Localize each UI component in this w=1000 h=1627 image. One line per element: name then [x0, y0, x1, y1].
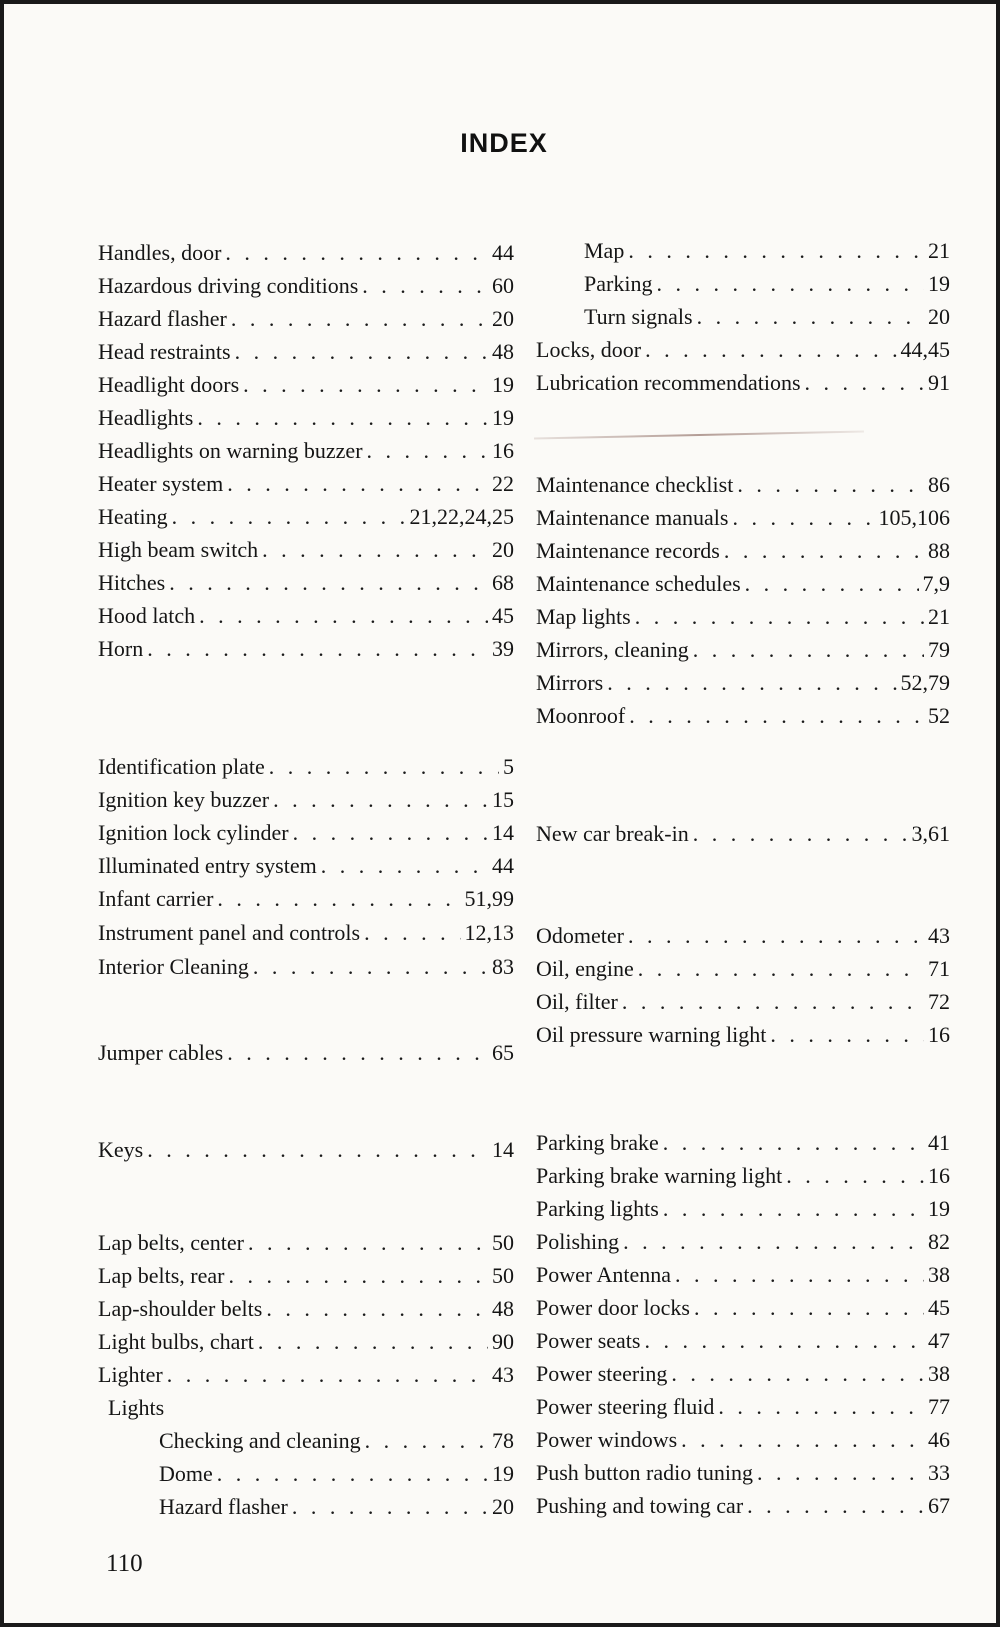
- leader-dots: [235, 339, 488, 365]
- entry-label: Parking lights: [536, 1196, 659, 1221]
- entry-pages: 67: [928, 1493, 950, 1518]
- entry-label: Oil, engine: [536, 956, 634, 981]
- entry-pages: 60: [492, 273, 514, 298]
- leader-dots: [757, 1460, 924, 1486]
- entry-pages: 79: [928, 637, 950, 662]
- entry-label: Identification plate: [98, 754, 265, 779]
- leader-dots: [644, 1328, 924, 1354]
- entry-pages: 16: [492, 438, 514, 463]
- entry-pages: 91: [928, 370, 950, 395]
- entry-pages: 90: [492, 1329, 514, 1354]
- entry-pages: 20: [492, 537, 514, 562]
- entry-label: Keys: [98, 1137, 144, 1162]
- index-entry: [98, 787, 514, 817]
- index-entry: [536, 1163, 950, 1193]
- leader-dots: [656, 271, 924, 297]
- entry-label: Maintenance records: [536, 538, 720, 563]
- leader-dots: [638, 956, 924, 982]
- entry-label: Ignition key buzzer: [98, 787, 270, 812]
- leader-dots: [266, 1296, 488, 1322]
- leader-dots: [635, 604, 924, 630]
- index-entry: [98, 339, 514, 369]
- index-entry: [98, 537, 514, 567]
- entry-label: Hitches: [98, 570, 166, 595]
- entry-pages: 48: [492, 339, 514, 364]
- entry-label: Dome: [159, 1461, 213, 1486]
- entry-pages: 105,106: [878, 505, 950, 530]
- index-entry: [98, 438, 514, 468]
- entry-label: Power steering: [536, 1361, 668, 1386]
- entry-pages: 41: [928, 1130, 950, 1155]
- entry-label: Parking brake warning light: [536, 1163, 783, 1188]
- entry-label: Mirrors, cleaning: [536, 637, 689, 662]
- leader-dots: [197, 405, 488, 431]
- entry-label: Lap belts, rear: [98, 1263, 225, 1288]
- leader-dots: [172, 504, 406, 530]
- leader-dots: [622, 989, 924, 1015]
- entry-pages: 19: [928, 1196, 950, 1221]
- entry-pages: 3,61: [911, 821, 950, 846]
- entry-label: Push button radio tuning: [536, 1460, 753, 1485]
- index-subentry: [584, 238, 950, 268]
- entry-pages: 52,79: [900, 670, 950, 695]
- index-entry: [536, 670, 950, 700]
- leader-dots: [227, 1040, 488, 1066]
- entry-pages: 82: [928, 1229, 950, 1254]
- leader-dots: [737, 472, 924, 498]
- entry-label: Odometer: [536, 923, 624, 948]
- entry-label: Oil, filter: [536, 989, 618, 1014]
- leader-dots: [253, 954, 488, 980]
- index-entry: [536, 1262, 950, 1292]
- entry-pages: 88: [928, 538, 950, 563]
- entry-label: Lap belts, center: [98, 1230, 244, 1255]
- index-entry: [98, 886, 514, 916]
- leader-dots: [169, 570, 488, 596]
- leader-dots: [718, 1394, 924, 1420]
- entry-label: Lighter: [98, 1362, 163, 1387]
- index-entry: [98, 954, 514, 984]
- index-entry: [98, 603, 514, 633]
- entry-pages: 72: [928, 989, 950, 1014]
- index-entry: [98, 820, 514, 850]
- index-entry: [536, 1022, 950, 1052]
- index-entry: [536, 370, 950, 400]
- entry-label: Power Antenna: [536, 1262, 672, 1287]
- entry-pages: 52: [928, 703, 950, 728]
- entry-pages: 47: [928, 1328, 950, 1353]
- entry-label: Hazard flasher: [159, 1494, 288, 1519]
- entry-label: Power door locks: [536, 1295, 690, 1320]
- page-title: INDEX: [460, 128, 548, 158]
- leader-dots: [147, 1137, 488, 1163]
- index-subentry: [584, 271, 950, 301]
- entry-label: Mirrors: [536, 670, 604, 695]
- index-subentry: [159, 1428, 514, 1458]
- index-entry: [536, 1130, 950, 1160]
- entry-label: Interior Cleaning: [98, 954, 249, 979]
- entry-pages: 12,13: [464, 920, 514, 945]
- index-subentry: [584, 304, 950, 334]
- entry-label: Lap-shoulder belts: [98, 1296, 263, 1321]
- entry-pages: 16: [928, 1163, 950, 1188]
- index-entry: [98, 1362, 514, 1392]
- entry-label: Oil pressure warning light: [536, 1022, 767, 1047]
- entry-label: Maintenance schedules: [536, 571, 741, 596]
- leader-dots: [732, 505, 874, 531]
- leader-dots: [364, 920, 460, 946]
- index-entry: [536, 472, 950, 502]
- entry-pages: 19: [492, 1461, 514, 1486]
- leader-dots: [805, 370, 924, 396]
- leader-dots: [321, 853, 488, 879]
- entry-pages: 14: [492, 1137, 514, 1162]
- index-entry: [536, 637, 950, 667]
- entry-pages: 15: [492, 787, 514, 812]
- entry-label: Map lights: [536, 604, 631, 629]
- index-entry: [98, 306, 514, 336]
- entry-label: Headlights on warning buzzer: [98, 438, 363, 463]
- leader-dots: [681, 1427, 924, 1453]
- leader-dots: [367, 438, 488, 464]
- entry-label: Moonroof: [536, 703, 626, 728]
- entry-pages: 38: [928, 1361, 950, 1386]
- entry-pages: 39: [492, 636, 514, 661]
- index-entry: [536, 1460, 950, 1490]
- leader-dots: [147, 636, 488, 662]
- entry-label: Power seats: [536, 1328, 641, 1353]
- index-entry: [98, 920, 514, 950]
- index-entry: [98, 240, 514, 270]
- index-subentry: [159, 1494, 514, 1524]
- entry-label: Locks, door: [536, 337, 642, 362]
- leader-dots: [258, 1329, 488, 1355]
- leader-dots: [694, 1295, 924, 1321]
- leader-dots: [671, 1361, 924, 1387]
- entry-label: Parking brake: [536, 1130, 659, 1155]
- entry-label: Instrument panel and controls: [98, 920, 361, 945]
- index-entry: [536, 505, 950, 535]
- index-entry: [98, 471, 514, 501]
- entry-label: Lubrication recommendations: [536, 370, 801, 395]
- leader-dots: [273, 787, 488, 813]
- index-entry: [536, 1328, 950, 1358]
- entry-pages: 5: [503, 754, 514, 779]
- index-entry: [536, 538, 950, 568]
- leader-dots: [293, 820, 488, 846]
- entry-pages: 33: [928, 1460, 950, 1485]
- entry-label: Heating: [98, 504, 168, 529]
- index-entry: [98, 1230, 514, 1260]
- entry-pages: 68: [492, 570, 514, 595]
- entry-label: Infant carrier: [98, 886, 214, 911]
- leader-dots: [786, 1163, 924, 1189]
- leader-dots: [365, 1428, 488, 1454]
- entry-pages: 19: [492, 372, 514, 397]
- index-entry: [98, 504, 514, 534]
- entry-label: New car break-in: [536, 821, 689, 846]
- entry-label: Hazardous driving conditions: [98, 273, 359, 298]
- index-entry: [536, 1394, 950, 1424]
- leader-dots: [745, 571, 919, 597]
- entry-label: Power steering fluid: [536, 1394, 715, 1419]
- leader-dots: [675, 1262, 924, 1288]
- entry-pages: 45: [928, 1295, 950, 1320]
- leader-dots: [217, 886, 460, 912]
- entry-pages: 50: [492, 1230, 514, 1255]
- entry-label: Pushing and towing car: [536, 1493, 744, 1518]
- entry-pages: 7,9: [922, 571, 950, 596]
- entry-label: Maintenance manuals: [536, 505, 729, 530]
- entry-label: Hood latch: [98, 603, 196, 628]
- leader-dots: [248, 1230, 488, 1256]
- entry-pages: 83: [492, 954, 514, 979]
- index-entry: [536, 1427, 950, 1457]
- index-entry: [536, 1493, 950, 1523]
- leader-dots: [243, 372, 488, 398]
- entry-pages: 78: [492, 1428, 514, 1453]
- index-heading: [108, 1395, 308, 1425]
- entry-pages: 19: [928, 271, 950, 296]
- index-entry: [98, 273, 514, 303]
- entry-label: Ignition lock cylinder: [98, 820, 289, 845]
- entry-pages: 38: [928, 1262, 950, 1287]
- entry-pages: 16: [928, 1022, 950, 1047]
- entry-pages: 21: [928, 604, 950, 629]
- leader-dots: [663, 1130, 924, 1156]
- index-entry: [98, 636, 514, 666]
- index-entry: [536, 571, 950, 601]
- leader-dots: [770, 1022, 924, 1048]
- entry-pages: 51,99: [464, 886, 514, 911]
- pencil-stroke: [534, 431, 864, 440]
- entry-label: Heater system: [98, 471, 224, 496]
- entry-pages: 20: [492, 1494, 514, 1519]
- entry-label: Turn signals: [584, 304, 693, 329]
- leader-dots: [645, 337, 896, 363]
- index-entry: [98, 1040, 514, 1070]
- leader-dots: [362, 273, 488, 299]
- entry-label: Handles, door: [98, 240, 222, 265]
- leader-dots: [231, 306, 488, 332]
- leader-dots: [629, 703, 924, 729]
- index-entry: [536, 989, 950, 1019]
- index-entry: [98, 372, 514, 402]
- index-entry: [536, 1361, 950, 1391]
- leader-dots: [628, 923, 924, 949]
- leader-dots: [747, 1493, 924, 1519]
- index-entry: [536, 1196, 950, 1226]
- entry-pages: 44,45: [900, 337, 950, 362]
- entry-pages: 50: [492, 1263, 514, 1288]
- index-entry: [536, 923, 950, 953]
- index-entry: [536, 1229, 950, 1259]
- index-entry: [536, 1295, 950, 1325]
- entry-pages: 48: [492, 1296, 514, 1321]
- entry-label: Headlight doors: [98, 372, 240, 397]
- index-entry: [98, 1263, 514, 1293]
- leader-dots: [199, 603, 488, 629]
- page-number: 110: [106, 1550, 143, 1577]
- leader-dots: [697, 304, 924, 330]
- entry-label: Maintenance checklist: [536, 472, 734, 497]
- index-entry: [536, 956, 950, 986]
- leader-dots: [217, 1461, 488, 1487]
- entry-label: Map: [584, 238, 625, 263]
- entry-pages: 19: [492, 405, 514, 430]
- index-entry: [98, 570, 514, 600]
- entry-pages: 20: [492, 306, 514, 331]
- leader-dots: [663, 1196, 924, 1222]
- entry-label: Horn: [98, 636, 144, 661]
- leader-dots: [724, 538, 924, 564]
- leader-dots: [693, 637, 924, 663]
- entry-label: High beam switch: [98, 537, 259, 562]
- index-entry: [98, 405, 514, 435]
- entry-pages: 43: [928, 923, 950, 948]
- entry-label: Head restraints: [98, 339, 231, 364]
- leader-dots: [623, 1229, 924, 1255]
- index-entry: [98, 1137, 514, 1167]
- index-entry: [98, 1296, 514, 1326]
- entry-label: Polishing: [536, 1229, 620, 1254]
- entry-label: Headlights: [98, 405, 194, 430]
- entry-pages: 65: [492, 1040, 514, 1065]
- leader-dots: [628, 238, 924, 264]
- entry-label: Hazard flasher: [98, 306, 227, 331]
- leader-dots: [262, 537, 488, 563]
- entry-pages: 21: [928, 238, 950, 263]
- index-entry: [536, 821, 950, 851]
- entry-pages: 77: [928, 1394, 950, 1419]
- leader-dots: [292, 1494, 488, 1520]
- entry-label: Illuminated entry system: [98, 853, 317, 878]
- index-entry: [536, 703, 950, 733]
- leader-dots: [228, 1263, 488, 1289]
- leader-dots: [225, 240, 488, 266]
- entry-pages: 45: [492, 603, 514, 628]
- entry-pages: 21,22,24,25: [409, 504, 514, 529]
- entry-pages: 46: [928, 1427, 950, 1452]
- index-entry: [98, 1329, 514, 1359]
- leader-dots: [269, 754, 499, 780]
- entry-label: Parking: [584, 271, 653, 296]
- index-entry: [536, 604, 950, 634]
- leader-dots: [607, 670, 896, 696]
- leader-dots: [693, 821, 908, 847]
- entry-label: Lights: [108, 1395, 165, 1420]
- entry-pages: 14: [492, 820, 514, 845]
- entry-label: Light bulbs, chart: [98, 1329, 254, 1354]
- index-entry: [98, 853, 514, 883]
- leader-dots: [227, 471, 488, 497]
- entry-pages: 86: [928, 472, 950, 497]
- index-subentry: [159, 1461, 514, 1491]
- entry-label: Power windows: [536, 1427, 678, 1452]
- leader-dots: [167, 1362, 488, 1388]
- entry-pages: 43: [492, 1362, 514, 1387]
- entry-pages: 20: [928, 304, 950, 329]
- index-entry: [536, 337, 950, 367]
- entry-pages: 71: [928, 956, 950, 981]
- entry-pages: 44: [492, 853, 514, 878]
- index-entry: [98, 754, 514, 784]
- entry-pages: 22: [492, 471, 514, 496]
- entry-pages: 44: [492, 240, 514, 265]
- entry-label: Jumper cables: [98, 1040, 224, 1065]
- entry-label: Checking and cleaning: [159, 1428, 361, 1453]
